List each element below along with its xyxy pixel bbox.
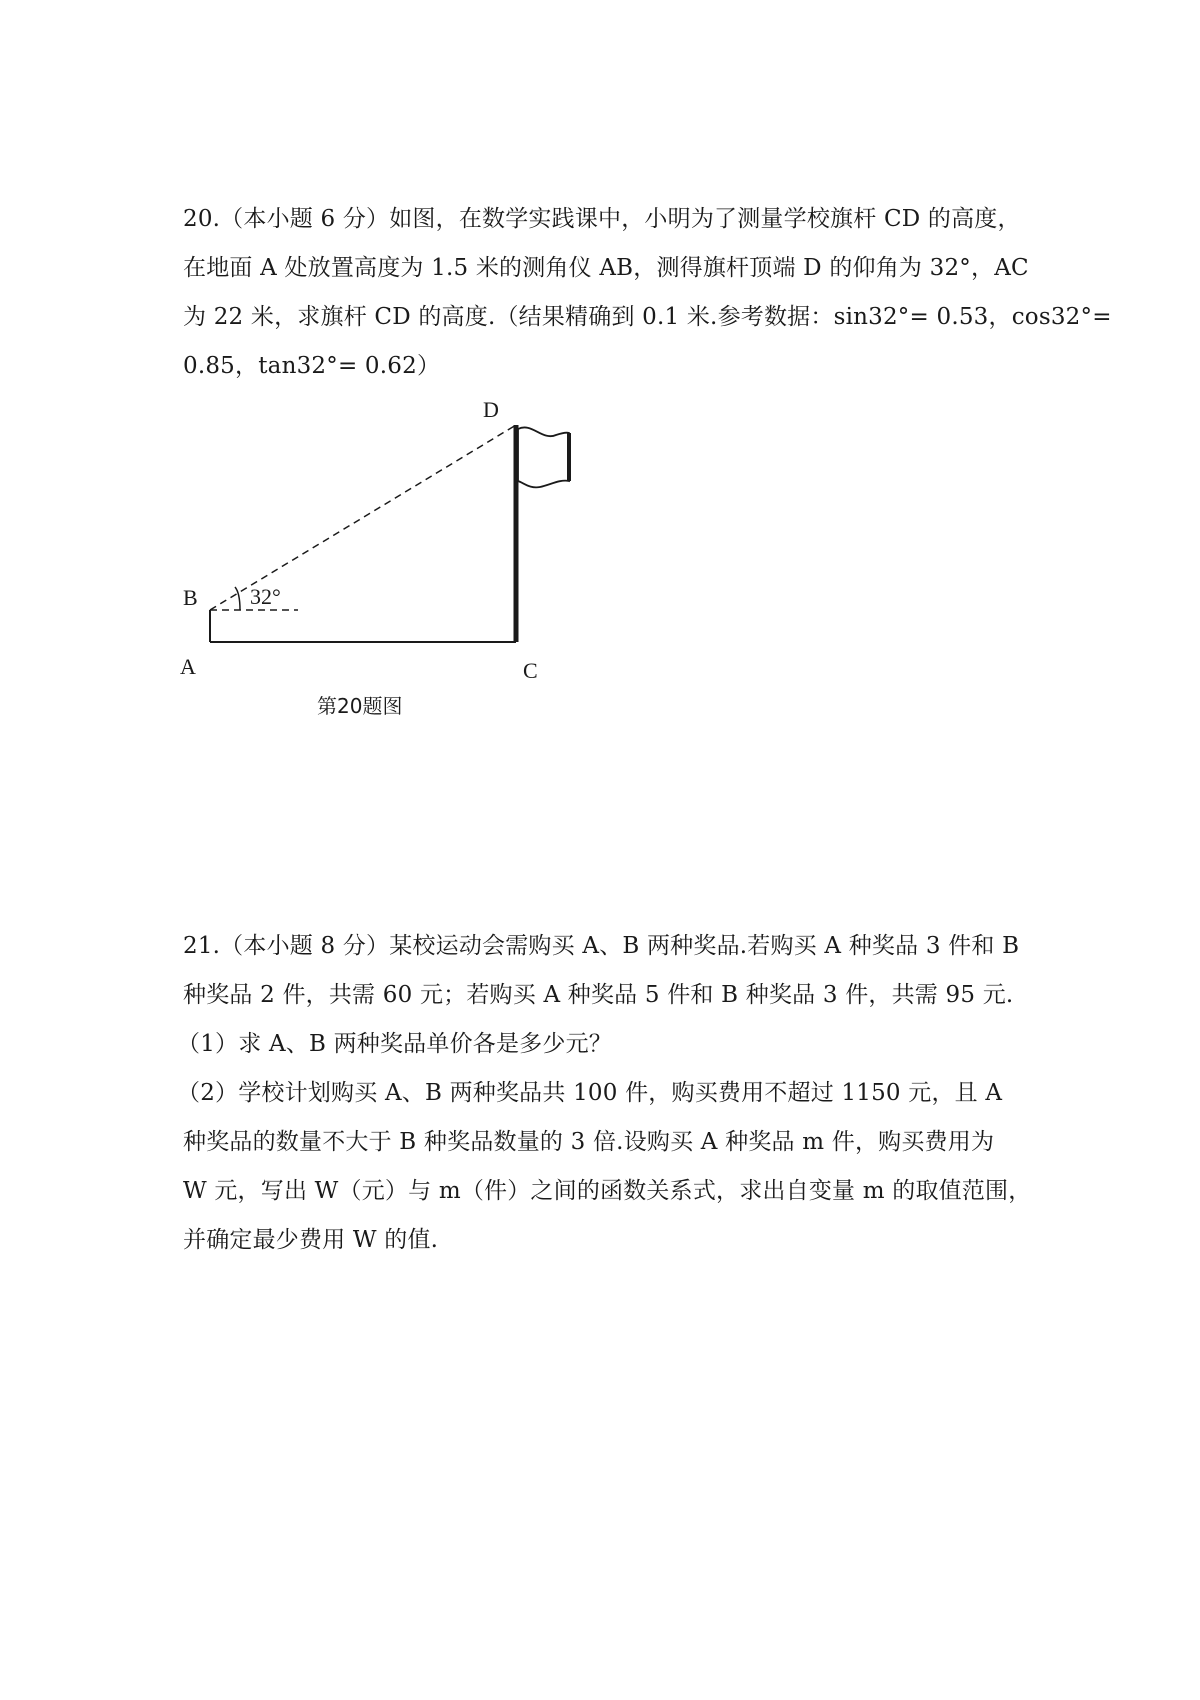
problem-20-line: 0.85，tan32°= 0.62） <box>183 353 441 379</box>
problem-21-subquestion-1: （1）求 A、B 两种奖品单价各是多少元？ <box>177 1031 612 1057</box>
angle-label: 32° <box>250 584 281 609</box>
point-label-a: A <box>180 654 196 679</box>
flag-shape <box>518 427 569 487</box>
flagpole-diagram <box>180 395 600 735</box>
angle-arc <box>235 587 240 610</box>
point-label-c: C <box>523 658 538 683</box>
problem-21-line: W 元，写出 W（元）与 m（件）之间的函数关系式，求出自变量 m 的取值范围， <box>183 1178 1032 1204</box>
problem-21-subquestion-2: （2）学校计划购买 A、B 两种奖品共 100 件，购买费用不超过 1150 元，且 A <box>177 1080 1003 1106</box>
point-label-d: D <box>483 397 499 422</box>
point-label-b: B <box>183 585 198 610</box>
problem-21-line: 种奖品的数量不大于 B 种奖品数量的 3 倍.设购买 A 种奖品 m 件，购买费用为 <box>183 1129 995 1155</box>
sight-line-bd <box>210 425 516 610</box>
problem-20-line: 在地面 A 处放置高度为 1.5 米的测角仪 AB，测得旗杆顶端 D 的仰角为 32°，AC <box>183 255 1029 281</box>
problem-21 <box>177 922 1033 1265</box>
problem-21-line: 21.（本小题 8 分）某校运动会需购买 A、B 两种奖品.若购买 A 种奖品 3 件和 B <box>183 933 1020 959</box>
problem-21-line: 并确定最少费用 W 的值. <box>183 1227 439 1253</box>
problem-20-figure <box>180 395 600 735</box>
problem-20 <box>183 195 1112 391</box>
problem-20-line: 为 22 米，求旗杆 CD 的高度.（结果精确到 0.1 米.参考数据：sin32°= 0.53，cos32°= <box>183 304 1112 330</box>
figure-caption: 第20题图 <box>317 694 403 718</box>
problem-20-line: 20.（本小题 6 分）如图，在数学实践课中，小明为了测量学校旗杆 CD 的高度， <box>183 206 1021 232</box>
problem-21-line: 种奖品 2 件，共需 60 元；若购买 A 种奖品 5 件和 B 种奖品 3 件，共需 95 元. <box>183 982 1014 1008</box>
